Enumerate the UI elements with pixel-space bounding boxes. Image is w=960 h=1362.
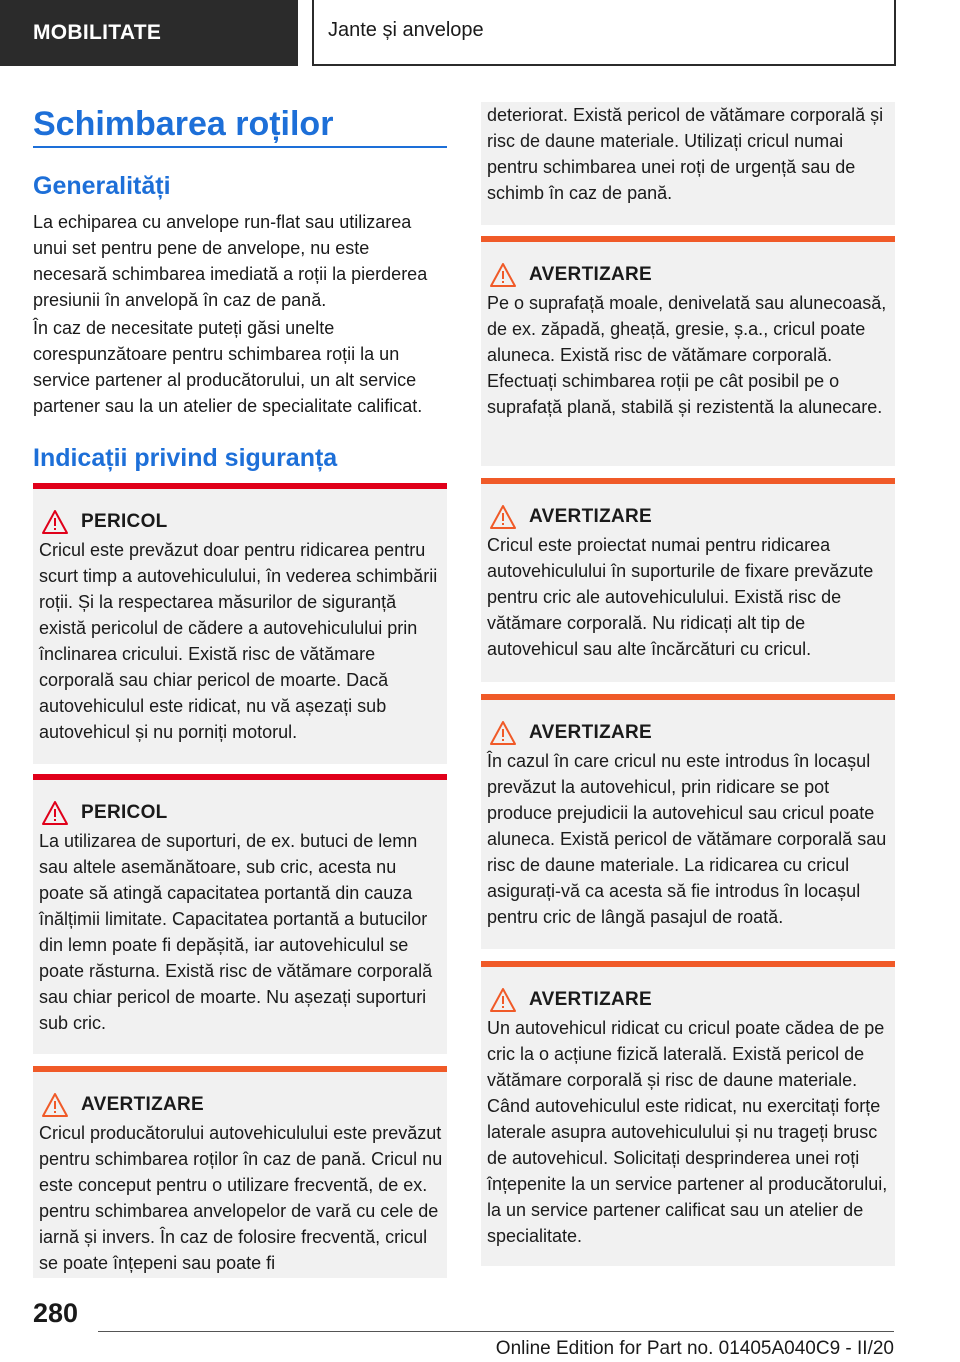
box-kind-label: PERICOL (81, 802, 168, 823)
box-text: deteriorat. Există pericol de vătămare corporală și risc de daune materiale. Utilizați cricul numai pentru schimbarea unei roți de urgență sau de schimb în caz de pană. (487, 105, 884, 203)
general-paragraph-1: La echiparea cu anvelope run-flat sau utilizarea unui set pentru pene de anvelope, nu este necesară schimbarea imediată a roții la pierderea presiunii în anvelopă în caz de pană. (33, 212, 428, 310)
box-heading (41, 800, 168, 826)
box-text: La utilizarea de suporturi, de ex. butuci de lemn sau altele asemănătoare, sub cric, acesta nu poate să atingă capacitatea portantă din cauza înălțimii limitate. Capacitatea portantă a butucilor din lemn poate fi depășită, iar autovehiculul se poate răsturna. Există risc de vătămare corporală sau chiar pericol de moarte. Nu așezați suporturi sub cric. (39, 831, 433, 1033)
warning-bar (33, 1066, 447, 1072)
box-text: Cricul este proiectat numai pentru ridicarea autovehiculului în suporturile de fixare prevăzute pentru cric ale autovehiculului. Există risc de vătămare corporală. Nu ridicați alt tip de autovehicul sau alte încărcături cu cricul. (487, 535, 874, 659)
box-heading (489, 987, 652, 1013)
general-heading: Generalități (33, 172, 171, 200)
danger-box-1 (33, 483, 447, 764)
warning-triangle-icon (41, 509, 69, 535)
page-header (0, 0, 960, 66)
box-kind-label: AVERTIZARE (529, 722, 652, 743)
page-number: 280 (33, 1298, 79, 1328)
danger-box-2 (33, 774, 447, 1054)
warning-triangle-icon (41, 800, 69, 826)
page-title: Schimbarea roților (33, 105, 334, 143)
safety-heading: Indicații privind siguranța (33, 444, 338, 472)
box-kind-label: AVERTIZARE (529, 264, 652, 285)
box-text: Pe o suprafață moale, denivelată sau alunecoasă, de ex. zăpadă, gheață, gresie, ș.a., cricul poate aluneca. Există risc de vătămare corporală. Efectuați schimbarea roții pe cât posibil pe o suprafață plană, stabilă și rezistentă la alunecare. (487, 293, 887, 417)
warning-triangle-icon (489, 720, 517, 746)
warning-box-3 (33, 1066, 447, 1278)
warning-box-4 (481, 236, 895, 466)
warning-triangle-icon (489, 987, 517, 1013)
warning-triangle-icon (489, 504, 517, 530)
warning-triangle-icon (489, 262, 517, 288)
box-text: În cazul în care cricul nu este introdus în locașul prevăzut la autovehicul, prin ridicare se pot produce prejudicii la autovehicul sau cricul poate aluneca. Există pericol de vătămare corporală sau risc de daune materiale. La ridicarea cu cricul asigurați-vă ca acesta să fie introdus în locașul pentru cric de lângă pasajul de roată. (487, 751, 887, 927)
box-heading (489, 504, 652, 530)
danger-bar (33, 774, 447, 780)
box-text: Cricul producătorului autovehiculului este prevăzut pentru schimbarea roților în caz de pană. Cricul nu este conceput pentru o utilizare frecventă, de ex. pentru schimbarea anvelopelor de vară cu cele de iarnă și invers. În caz de folosire frecventă, cricul se poate înțepeni sau poate fi (39, 1123, 443, 1273)
warning-bar (481, 236, 895, 242)
warning-box-5 (481, 478, 895, 682)
box-kind-label: AVERTIZARE (81, 1094, 204, 1115)
warning-box-7 (481, 961, 895, 1266)
box-heading (41, 1092, 204, 1118)
box-kind-label: AVERTIZARE (529, 989, 652, 1010)
box-kind-label: AVERTIZARE (529, 506, 652, 527)
danger-bar (33, 483, 447, 489)
box-heading (489, 720, 652, 746)
title-divider (33, 146, 447, 148)
warning-bar (481, 961, 895, 967)
general-paragraph-2: În caz de necesitate puteți găsi unelte corespunzătoare pentru schimbarea roții la un service partener al producătorului, un alt service partener sau la un atelier de specialitate calificat. (33, 318, 423, 416)
box-heading (41, 509, 168, 535)
section-label: MOBILITATE (0, 0, 298, 66)
footer-divider (98, 1331, 894, 1332)
warning-box-3-continued (481, 102, 895, 225)
warning-bar (481, 478, 895, 484)
box-text: Cricul este prevăzut doar pentru ridicarea pentru scurt timp a autovehiculului, în vederea schimbării roții. Și la respectarea măsurilor de siguranță există pericolul de cădere a autovehiculului prin înclinarea cricului. Există risc de vătămare corporală sau chiar pericol de moarte. Dacă autovehiculul este ridicat, nu vă așezați sub autovehicul și nu porniți motorul. (39, 540, 438, 742)
box-heading (489, 262, 652, 288)
chapter-label: Jante și anvelope (312, 0, 896, 66)
box-text: Un autovehicul ridicat cu cricul poate cădea de pe cric la o acțiune fizică laterală. Există pericol de vătămare corporală și risc de daune materiale. Când autovehiculul este ridicat, nu exercitați forțe laterale asupra autovehiculului și nu trageți brusc de autovehicul. Solicitați desprinderea unei roți înțepenite la un service partener al producătorului, la un service partener calificat sau un atelier de specialitate. (487, 1018, 888, 1246)
box-kind-label: PERICOL (81, 511, 168, 532)
warning-triangle-icon (41, 1092, 69, 1118)
warning-bar (481, 694, 895, 700)
edition-text: Online Edition for Part no. 01405A040C9 - II/20 (495, 1338, 894, 1359)
warning-box-6 (481, 694, 895, 949)
